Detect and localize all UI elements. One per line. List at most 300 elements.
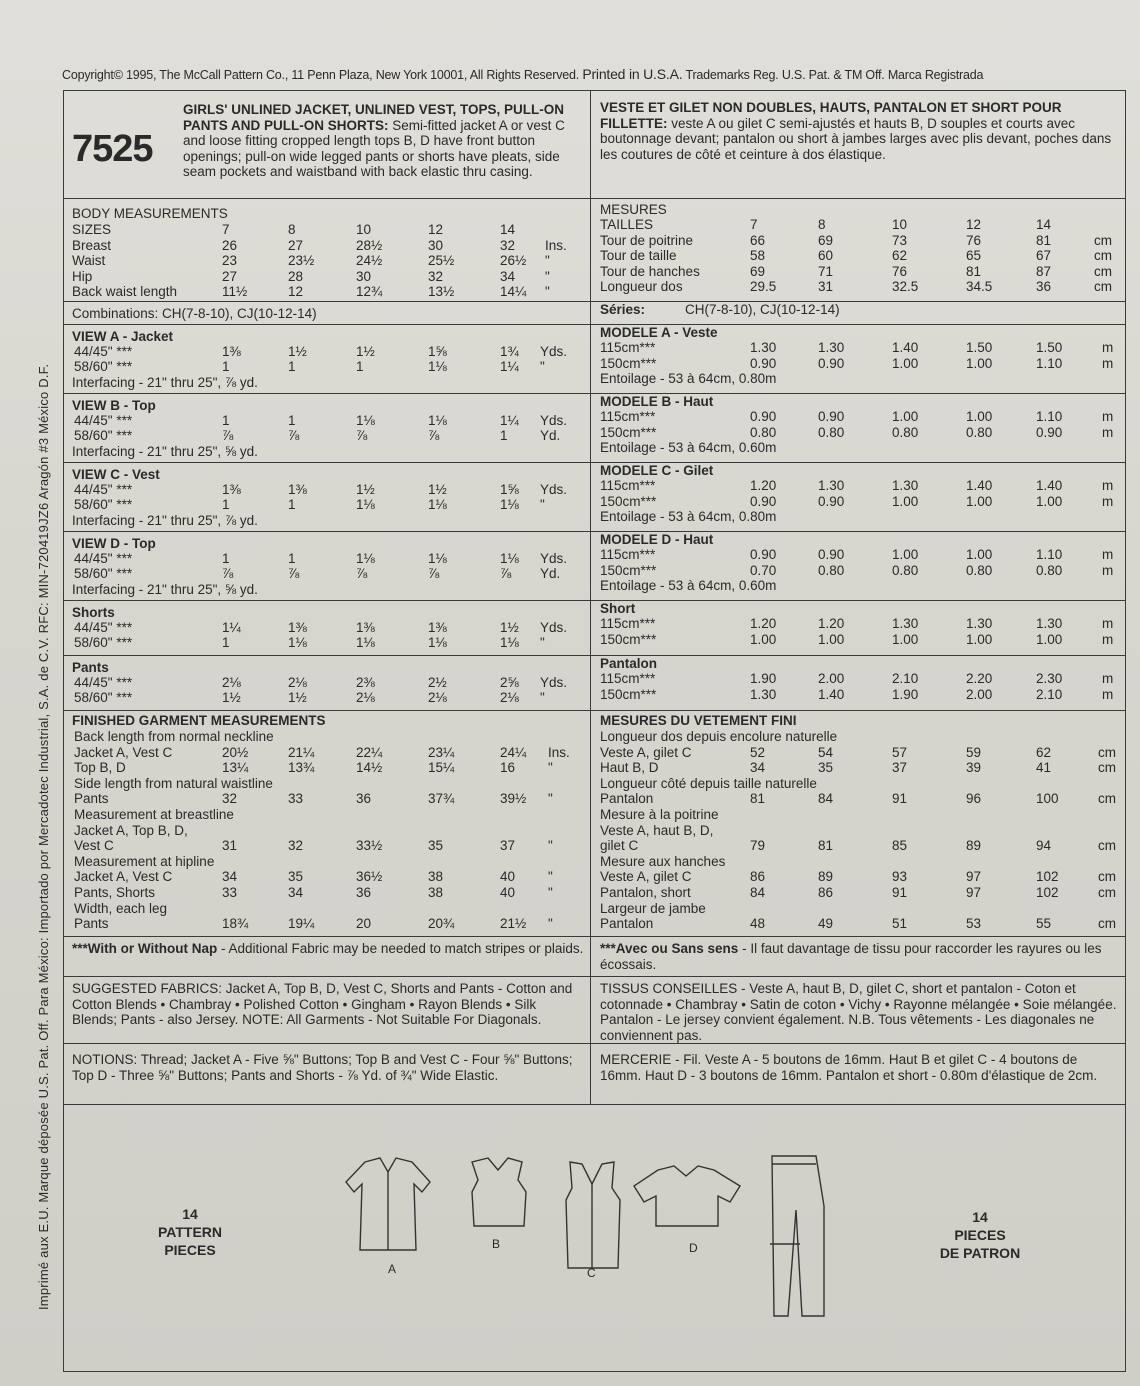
sketch-label-b: B	[492, 1237, 501, 1251]
en-body-row-label: Waist	[72, 253, 106, 268]
fr-view-value: 1.30	[818, 478, 845, 493]
fr-view-row-label: 115cm***	[600, 340, 656, 355]
en-finished-value: 36½	[356, 869, 383, 885]
fr-body-unit: cm	[1094, 232, 1112, 248]
sketch-label-c: C	[587, 1266, 596, 1280]
fr-finished-row-label: Veste A, gilet C	[600, 744, 692, 760]
fr-view-row-label: 150cm***	[600, 632, 657, 647]
fr-view-value: 0.80	[966, 563, 993, 578]
en-finished-row-label: Pants	[74, 791, 109, 807]
en-view-title: Shorts	[72, 605, 115, 620]
fr-body-value: 87	[1036, 263, 1052, 279]
fr-finished-value: 62	[1036, 744, 1052, 760]
en-view-value: ⅞	[288, 566, 300, 581]
en-view-value: 1⅛	[500, 635, 519, 650]
en-finished-value: 35	[288, 869, 304, 885]
en-finished-value: 21½	[500, 916, 527, 932]
en-body-value: 30	[428, 237, 444, 253]
en-finished-value: 34	[288, 885, 304, 900]
en-view-row-label: 44/45" ***	[74, 413, 133, 428]
en-view-value: ⅞	[222, 428, 234, 443]
rule	[64, 936, 1125, 937]
fr-finished-row-label: Pantalon, short	[600, 885, 691, 900]
en-finished-unit: "	[548, 869, 553, 885]
fr-view-value: 1.30	[892, 478, 919, 493]
fr-body-value: 73	[892, 232, 908, 248]
fr-view-value: 0.80	[1036, 563, 1063, 578]
fr-finished-row-label: Veste A, haut B, D,	[600, 822, 714, 838]
fr-view-value: 1.00	[966, 409, 993, 424]
fr-body-value: 29.5	[750, 279, 777, 294]
fr-view-unit: m	[1102, 409, 1114, 424]
en-body-value: 13½	[428, 284, 455, 299]
en-view-value: 2⅛	[428, 690, 447, 705]
en-view-value: 1⅛	[428, 359, 447, 374]
en-body-value: 26	[222, 237, 238, 253]
fr-view-value: 2.10	[1036, 687, 1063, 702]
en-finished-row-label: Side length from natural waistline	[74, 775, 273, 791]
fr-finished-value: 57	[892, 744, 908, 760]
fr-view-value: 0.90	[818, 547, 845, 562]
en-finished-value: 33	[222, 885, 238, 900]
fr-finished-value: 84	[750, 885, 766, 900]
en-body-value: 14¼	[500, 284, 527, 299]
fr-description: VESTE ET GILET NON DOUBLES, HAUTS, PANTALON ET SHORT POUR FILLETTE: veste A ou gilet C semi-ajustés et hauts B, D souples et courts avec boutonnage devant; pantalon ou short à jambes larges avec plis devant, poches dans les coutures de côté et ceinture à dos élastique.	[600, 100, 1112, 162]
rule	[64, 600, 1125, 601]
en-view-title: VIEW A - Jacket	[72, 329, 174, 344]
fr-body-title: MESURES	[600, 202, 667, 217]
fr-view-value: 1.00	[750, 632, 777, 647]
en-finished-row-label: Pants	[74, 916, 109, 932]
en-view-interfacing: Interfacing - 21" thru 25", ⅝ yd.	[72, 444, 258, 459]
fr-body-value: 34.5	[966, 279, 993, 294]
en-view-title: VIEW C - Vest	[72, 467, 160, 482]
fr-view-value: 1.50	[966, 340, 993, 355]
fr-view-unit: m	[1102, 425, 1114, 440]
en-body-value: 8	[288, 222, 296, 237]
en-view-value: ⅞	[288, 428, 300, 443]
en-view-value: 1½	[288, 344, 307, 359]
rule	[64, 462, 1125, 463]
fr-view-value: 1.90	[892, 687, 919, 702]
en-view-row-label: 58/60" ***	[74, 359, 133, 374]
en-view-row-label: 58/60" ***	[74, 497, 133, 512]
en-view-value: 1⅛	[356, 497, 375, 512]
en-view-row-label: 44/45" ***	[74, 344, 133, 359]
en-finished-row-label: Top B, D	[74, 760, 126, 776]
rule	[64, 198, 1125, 199]
fr-finished-value: 37	[892, 760, 908, 776]
fr-view-unit: m	[1102, 547, 1114, 562]
fr-finished-value: 79	[750, 838, 766, 854]
fr-view-title: Short	[600, 601, 636, 616]
fr-finished-value: 93	[892, 869, 908, 885]
fr-finished-row-label: Pantalon	[600, 916, 654, 932]
en-view-title: Pants	[72, 660, 109, 675]
en-view-value: 2⅛	[356, 690, 375, 705]
en-finished-value: 13¼	[222, 760, 249, 776]
fr-finished-unit: cm	[1098, 760, 1116, 776]
fr-finished-row-label: Veste A, gilet C	[600, 869, 692, 885]
en-body-value: 30	[356, 268, 372, 284]
fr-view-value: 1.00	[818, 632, 845, 647]
en-body-value: 27	[222, 268, 238, 284]
fr-view-value: 2.00	[818, 671, 845, 686]
fr-view-value: 0.90	[818, 409, 845, 424]
en-view-unit: "	[540, 635, 545, 650]
fr-finished-row-label: Pantalon	[600, 791, 654, 807]
fr-view-unit: m	[1102, 632, 1114, 647]
en-view-value: 1⅛	[428, 551, 447, 566]
en-body-value: 28	[288, 268, 304, 284]
en-finished-value: 22¼	[356, 744, 383, 760]
fr-view-value: 0.90	[750, 409, 777, 424]
rule	[64, 1043, 1125, 1044]
fr-body-value: 7	[750, 217, 758, 232]
fr-finished-value: 102	[1036, 869, 1059, 885]
en-view-value: 1	[222, 413, 230, 428]
en-view-unit: Yds.	[540, 675, 568, 690]
fr-pattern-pieces: 14 PIECES DE PATRON	[939, 1209, 1021, 1261]
fr-finished-row-label: gilet C	[600, 838, 639, 854]
fr-finished-value: 86	[818, 885, 834, 900]
rule	[64, 710, 1125, 711]
en-finished-value: 14½	[356, 760, 383, 776]
fr-view-value: 1.20	[750, 616, 777, 631]
fr-view-value: 1.00	[892, 494, 919, 509]
fr-view-row-label: 150cm***	[600, 356, 657, 371]
en-view-value: ⅞	[500, 566, 512, 581]
fr-view-unit: m	[1102, 340, 1114, 355]
en-view-value: 1⅜	[222, 482, 241, 497]
fr-view-value: 1.30	[1036, 616, 1063, 631]
fr-finished-value: 51	[892, 916, 908, 932]
en-finished-value: 20½	[222, 744, 249, 760]
fr-view-value: 1.30	[966, 616, 993, 631]
en-view-value: 1⅛	[356, 551, 375, 566]
en-view-unit: Yds.	[540, 344, 568, 359]
fr-view-value: 0.90	[750, 356, 777, 371]
en-body-value: 26½	[500, 253, 527, 268]
en-view-value: 2⅛	[222, 675, 241, 690]
en-body-value: 32	[428, 268, 444, 284]
fr-finished-value: 102	[1036, 885, 1059, 900]
en-view-row-label: 44/45" ***	[74, 620, 133, 635]
sketch-label-a: A	[388, 1262, 397, 1276]
en-finished-value: 33½	[356, 838, 383, 854]
en-finished-value: 38	[428, 869, 444, 885]
fr-view-value: 2.20	[966, 671, 993, 686]
en-view-value: 1⅛	[428, 497, 447, 512]
fr-body-row-label: TAILLES	[600, 217, 654, 232]
fr-view-value: 1.20	[818, 616, 845, 631]
en-view-unit: "	[540, 359, 545, 374]
fr-finished-value: 55	[1036, 916, 1052, 932]
fr-body-row-label: Longueur dos	[600, 279, 683, 294]
en-view-value: 1½	[222, 690, 241, 705]
en-view-value: 2⅛	[500, 690, 519, 705]
en-finished-value: 15¼	[428, 760, 455, 776]
en-body-unit: "	[545, 253, 550, 268]
en-finished-row-label: Jacket A, Vest C	[74, 869, 173, 885]
en-finished-row-label: Vest C	[74, 838, 114, 854]
en-finished-unit: "	[548, 838, 553, 854]
en-finished-row-label: Jacket A, Top B, D,	[74, 822, 188, 838]
fr-body-value: 81	[1036, 232, 1052, 248]
fr-view-value: 1.00	[966, 632, 993, 647]
en-view-value: 1⅜	[428, 620, 447, 635]
fr-body-row-label: Tour de hanches	[600, 263, 700, 279]
en-view-unit: Yds.	[540, 413, 568, 428]
fr-view-value: 1.20	[750, 478, 777, 493]
fr-view-value: 0.90	[750, 547, 777, 562]
en-finished-value: 20¾	[428, 916, 455, 932]
fr-view-unit: m	[1102, 687, 1114, 702]
fr-nap-note: ***Avec ou Sans sens - Il faut davantage de tissu pour raccorder les rayures ou les écossais.	[600, 941, 1102, 972]
fr-view-row-label: 115cm***	[600, 616, 656, 631]
en-suggested-fabrics: SUGGESTED FABRICS: Jacket A, Top B, D, Vest C, Shorts and Pants - Cotton and Cotton Blends • Chambray • Polished Cotton • Gingham • Rayon Blends • Silk Blends; Pants - also Jersey. NOTE: All Garments - Not Suitable For Diagonals.	[72, 981, 573, 1027]
fr-view-unit: m	[1102, 494, 1114, 509]
fr-view-value: 1.00	[966, 494, 993, 509]
en-view-unit: "	[540, 497, 545, 512]
fr-finished-value: 81	[818, 838, 834, 854]
en-body-unit: "	[545, 268, 550, 284]
en-view-value: 1⅛	[356, 413, 375, 428]
en-finished-value: 36	[356, 791, 372, 807]
fr-finished-value: 59	[966, 744, 982, 760]
fr-finished-value: 89	[818, 869, 834, 885]
en-view-value: 2½	[428, 675, 447, 690]
en-view-value: ⅞	[428, 428, 440, 443]
fr-view-unit: m	[1102, 671, 1114, 686]
fr-finished-unit: cm	[1098, 791, 1116, 807]
en-view-row-label: 58/60" ***	[74, 566, 133, 581]
en-view-value: 1	[288, 359, 296, 374]
fr-finished-value: 100	[1036, 791, 1059, 807]
en-finished-value: 13¾	[288, 760, 315, 776]
fr-view-value: 0.80	[750, 425, 777, 440]
fr-finished-value: 54	[818, 744, 834, 760]
fr-view-row-label: 150cm***	[600, 687, 657, 702]
en-view-value: 1¼	[222, 620, 241, 635]
fr-view-value: 1.00	[892, 409, 919, 424]
en-view-row-label: 44/45" ***	[74, 551, 133, 566]
vest-sketch	[566, 1162, 620, 1268]
en-body-value: 12¾	[356, 284, 383, 299]
en-view-value: 1⅛	[356, 635, 375, 650]
fr-body-value: 76	[966, 232, 982, 248]
fr-body-value: 60	[818, 248, 834, 263]
fr-body-value: 65	[966, 248, 982, 263]
fr-body-value: 69	[818, 232, 834, 248]
rule	[64, 324, 1125, 325]
fr-view-value: 1.00	[966, 356, 993, 371]
en-finished-value: 40	[500, 885, 516, 900]
fr-view-row-label: 115cm***	[600, 409, 656, 424]
fr-body-value: 32.5	[892, 279, 919, 294]
en-view-value: 1	[288, 551, 296, 566]
en-body-value: 10	[356, 222, 372, 237]
en-view-value: 1¼	[500, 413, 519, 428]
en-body-unit: Ins.	[545, 237, 567, 253]
fr-view-interfacing: Entoilage - 53 à 64cm, 0.80m	[600, 509, 777, 524]
fr-view-value: 2.10	[892, 671, 919, 686]
fr-view-value: 1.00	[892, 632, 919, 647]
copyright-line: Copyright© 1995, The McCall Pattern Co., 11 Penn Plaza, New York 10001, All Rights Reserved. Printed in U.S.A. Trademarks Reg. U.S. Pat. & TM Off. Marca Registrada	[62, 66, 984, 82]
side-legal-text: Imprimé aux E.U. Marque déposée U.S. Pat. Off. Para México: Importado por Mercadotec Industrial, S.A. de C.V. RFC: MIN-720419JZ6 Aragón #3 México D.F.	[36, 363, 51, 1310]
en-view-value: 1	[500, 428, 508, 443]
fr-body-value: 31	[818, 279, 834, 294]
en-finished-value: 18¾	[222, 916, 249, 932]
fr-body-value: 71	[818, 263, 834, 279]
fr-body-value: 10	[892, 217, 908, 232]
fr-finished-unit: cm	[1098, 885, 1116, 900]
fr-view-interfacing: Entoilage - 53 à 64cm, 0.60m	[600, 578, 777, 593]
en-finished-unit: Ins.	[548, 744, 570, 760]
fr-view-value: 0.80	[818, 425, 845, 440]
en-finished-value: 21¼	[288, 744, 315, 760]
fr-view-value: 0.90	[818, 356, 845, 371]
en-finished-value: 37	[500, 838, 516, 854]
fr-finished-unit: cm	[1098, 916, 1116, 932]
fr-body-row-label: Tour de taille	[600, 248, 677, 263]
en-body-value: 27	[288, 237, 304, 253]
en-view-value: 1⅛	[500, 497, 519, 512]
fr-view-value: 0.80	[892, 425, 919, 440]
fr-finished-value: 86	[750, 869, 766, 885]
fr-view-value: 1.30	[892, 616, 919, 631]
en-finished-value: 39½	[500, 791, 527, 807]
fr-body-value: 76	[892, 263, 908, 279]
fr-finished-value: 91	[892, 885, 908, 900]
fr-view-row-label: 115cm***	[600, 671, 656, 686]
fr-body-value: 81	[966, 263, 982, 279]
en-view-unit: Yds.	[540, 551, 568, 566]
en-combinations: Combinations: CH(7-8-10), CJ(10-12-14)	[72, 306, 317, 321]
fr-finished-value: 97	[966, 869, 982, 885]
en-finished-row-label: Jacket A, Vest C	[74, 744, 173, 760]
en-view-row-label: 58/60" ***	[74, 428, 133, 443]
en-view-value: 1⅝	[428, 344, 447, 359]
fr-view-value: 0.70	[750, 563, 777, 578]
en-finished-value: 40	[500, 869, 516, 885]
en-view-row-label: 58/60" ***	[74, 690, 133, 705]
en-finished-value: 20	[356, 916, 372, 932]
rule	[64, 1104, 1125, 1105]
fr-body-value: 67	[1036, 248, 1052, 263]
fr-view-interfacing: Entoilage - 53 à 64cm, 0.80m	[600, 371, 777, 386]
en-finished-row-label: Measurement at hipline	[74, 853, 215, 869]
fr-body-value: 36	[1036, 279, 1052, 294]
en-body-value: 12	[428, 222, 444, 237]
fr-body-unit: cm	[1094, 279, 1112, 294]
en-finished-unit: "	[548, 791, 553, 807]
fr-finished-value: 94	[1036, 838, 1052, 854]
fr-body-value: 58	[750, 248, 766, 263]
fr-view-value: 0.90	[818, 494, 845, 509]
fr-finished-value: 39	[966, 760, 982, 776]
fr-finished-value: 49	[818, 916, 834, 932]
fr-view-value: 2.00	[966, 687, 993, 702]
fr-finished-value: 91	[892, 791, 908, 807]
en-finished-value: 34	[222, 869, 238, 885]
en-view-value: 1⅜	[288, 482, 307, 497]
en-body-value: 23½	[288, 253, 315, 268]
en-notions: NOTIONS: Thread; Jacket A - Five ⅝" Buttons; Top B and Vest C - Four ⅝" Buttons; Top D - Three ⅝" Buttons; Pants and Shorts - ⅞ Yd. of ¾" Wide Elastic.	[72, 1052, 573, 1083]
en-view-row-label: 44/45" ***	[74, 675, 133, 690]
en-body-value: 32	[500, 237, 516, 253]
en-body-row-label: Back waist length	[72, 284, 178, 299]
fr-view-value: 1.40	[966, 478, 993, 493]
fr-body-value: 12	[966, 217, 982, 232]
en-view-value: ⅞	[428, 566, 440, 581]
fr-body-value: 62	[892, 248, 908, 263]
fr-finished-row-label: Longueur côté depuis taille naturelle	[600, 775, 817, 791]
fr-view-value: 0.80	[818, 563, 845, 578]
fr-view-value: 1.10	[1036, 409, 1063, 424]
fr-view-value: 0.80	[966, 425, 993, 440]
fr-view-value: 1.00	[1036, 632, 1063, 647]
fr-view-value: 1.30	[750, 687, 777, 702]
fr-view-value: 1.30	[818, 340, 845, 355]
en-finished-value: 24¼	[500, 744, 527, 760]
fr-finished-row-label: Longueur dos depuis encolure naturelle	[600, 729, 838, 744]
en-view-unit: Yds.	[540, 482, 568, 497]
en-view-row-label: 58/60" ***	[74, 635, 133, 650]
fr-suggested-fabrics: TISSUS CONSEILLES - Veste A, haut B, D, gilet C, short et pantalon - Coton et cotonnade • Chambray • Satin de coton • Vichy • Rayonne mélangée • Soie mélangée. Pantalon - Le jersey convient également. N.B. Tous vêtements - Les diagonales ne conviennent pas.	[600, 981, 1117, 1043]
fr-finished-value: 96	[966, 791, 982, 807]
en-body-value: 25½	[428, 253, 455, 268]
en-finished-value: 36	[356, 885, 372, 900]
fr-view-row-label: 115cm***	[600, 547, 656, 562]
en-view-value: 1	[222, 551, 230, 566]
en-finished-unit: "	[548, 760, 553, 776]
en-view-interfacing: Interfacing - 21" thru 25", ⅝ yd.	[72, 582, 258, 597]
fr-view-value: 0.90	[1036, 425, 1063, 440]
en-view-value: 1⅛	[288, 635, 307, 650]
fr-view-value: 1.00	[892, 547, 919, 562]
fr-finished-value: 53	[966, 916, 982, 932]
fr-view-value: 1.00	[966, 547, 993, 562]
fr-body-unit: cm	[1094, 248, 1112, 263]
en-view-row-label: 44/45" ***	[74, 482, 133, 497]
en-finished-row-label: Pants, Shorts	[74, 885, 156, 900]
en-view-value: 1¼	[500, 359, 519, 374]
fr-view-value: 1.10	[1036, 356, 1063, 371]
fr-view-value: 1.40	[1036, 478, 1063, 493]
fr-view-title: MODELE A - Veste	[600, 325, 718, 340]
fr-finished-row-label: Mesure aux hanches	[600, 853, 726, 869]
en-finished-value: 32	[288, 838, 304, 854]
en-body-unit: "	[545, 284, 550, 299]
fr-finished-row-label: Largeur de jambe	[600, 900, 706, 916]
en-view-value: 1½	[288, 690, 307, 705]
en-view-value: ⅞	[356, 428, 368, 443]
en-view-value: 2⅛	[288, 675, 307, 690]
fr-finished-value: 89	[966, 838, 982, 854]
en-body-row-label: Breast	[72, 237, 112, 253]
en-view-value: 1⅛	[428, 413, 447, 428]
en-view-interfacing: Interfacing - 21" thru 25", ⅞ yd.	[72, 513, 258, 528]
fr-finished-unit: cm	[1098, 838, 1116, 854]
fr-finished-value: 97	[966, 885, 982, 900]
fr-finished-unit: cm	[1098, 744, 1116, 760]
en-view-value: 1⅜	[356, 620, 375, 635]
en-body-row-label: SIZES	[72, 222, 112, 237]
fr-finished-value: 52	[750, 744, 766, 760]
fr-view-row-label: 150cm***	[600, 563, 657, 578]
fr-view-value: 1.40	[818, 687, 845, 702]
